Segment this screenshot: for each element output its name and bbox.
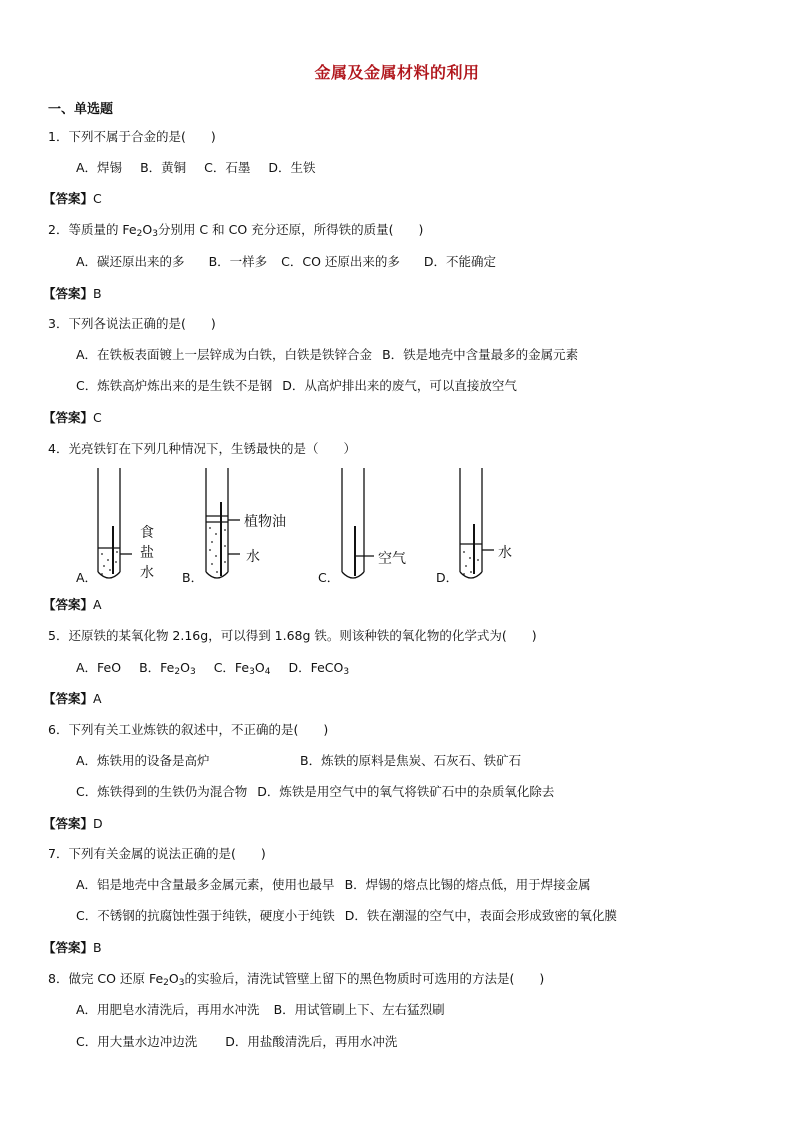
section-heading: 一、单选题 bbox=[48, 102, 114, 117]
figure-label-a: A． bbox=[76, 570, 98, 585]
option-a: A．铝是地壳中含量最多金属元素，使用也最早 bbox=[76, 877, 335, 892]
option-b: B．一样多 bbox=[208, 254, 268, 269]
question-6-option-b bbox=[300, 752, 521, 770]
question-2 bbox=[48, 221, 423, 239]
tube-a-label-2: 盐 bbox=[140, 545, 154, 561]
answer-1 bbox=[43, 190, 102, 208]
question-5 bbox=[48, 627, 537, 645]
question-number: 7． bbox=[48, 846, 69, 861]
option-c: C．用大量水边冲边洗 bbox=[76, 1034, 198, 1049]
option-c: C．$Fe_3O_4$ bbox=[213, 660, 271, 677]
option-d: D．铁在潮湿的空气中，表面会形成致密的氧化膜 bbox=[344, 908, 617, 923]
answer-5 bbox=[43, 690, 102, 708]
option-a: A．用肥皂水清洗后，再用水冲洗 bbox=[76, 1002, 260, 1017]
question-stem-part: O bbox=[142, 222, 153, 237]
question-4 bbox=[48, 440, 356, 458]
answer-3 bbox=[43, 409, 102, 427]
question-stem: 下列不属于合金的是( ) bbox=[68, 129, 216, 144]
question-1 bbox=[48, 128, 216, 146]
question-6-options-row1 bbox=[76, 752, 210, 770]
option-d: D．FeCO$_3$ bbox=[288, 660, 350, 677]
question-5-options bbox=[76, 659, 349, 677]
question-stem: 下列有关金属的说法正确的是( ) bbox=[68, 846, 266, 861]
figure-label-b: B． bbox=[182, 570, 204, 585]
option-a: A．炼铁用的设备是高炉 bbox=[76, 753, 210, 768]
option-a: A．FeO bbox=[76, 660, 122, 675]
answer-value: B bbox=[93, 286, 102, 301]
question-stem: 下列各说法正确的是( ) bbox=[68, 316, 216, 331]
test-tube-c bbox=[342, 468, 374, 578]
subscript: 3 bbox=[178, 978, 185, 988]
question-stem-part: 的实验后，清洗试管壁上留下的黑色物质时可选用的方法是( ) bbox=[184, 971, 545, 986]
answer-label: 【答案】 bbox=[43, 597, 94, 612]
option-b: B．$Fe_2O_3$ bbox=[139, 660, 196, 677]
answer-value: B bbox=[93, 940, 102, 955]
answer-value: D bbox=[93, 816, 103, 831]
answer-7 bbox=[43, 939, 102, 957]
tube-d-water-label: 水 bbox=[498, 545, 512, 561]
question-6 bbox=[48, 721, 328, 739]
subscript: 2 bbox=[163, 978, 169, 988]
question-8 bbox=[48, 970, 544, 988]
question-number: 2． bbox=[48, 222, 69, 237]
option-d: D．不能确定 bbox=[423, 254, 497, 269]
answer-value: A bbox=[93, 691, 102, 706]
option-a: A．碳还原出来的多 bbox=[76, 254, 185, 269]
answer-label: 【答案】 bbox=[43, 691, 94, 706]
question-number: 4． bbox=[48, 441, 69, 456]
question-7 bbox=[48, 845, 266, 863]
question-3-options-row2 bbox=[76, 377, 517, 395]
answer-2 bbox=[43, 285, 102, 303]
option-c: C．石墨 bbox=[204, 160, 251, 175]
tube-a-label-1: 食 bbox=[140, 525, 154, 541]
answer-6 bbox=[43, 815, 103, 833]
question-number: 8． bbox=[48, 971, 69, 986]
test-tube-d bbox=[460, 468, 494, 578]
option-a: A．焊锡 bbox=[76, 160, 123, 175]
question-8-options-row1 bbox=[76, 1001, 445, 1019]
question-stem: 光亮铁钉在下列几种情况下，生锈最快的是（ ） bbox=[68, 441, 356, 456]
water-dots bbox=[101, 527, 479, 575]
tube-b-water-label: 水 bbox=[246, 549, 260, 565]
answer-value: C bbox=[93, 191, 102, 206]
figure-label-c: C． bbox=[318, 570, 340, 585]
question-number: 5． bbox=[48, 628, 69, 643]
test-tube-figure bbox=[70, 464, 550, 588]
answer-label: 【答案】 bbox=[43, 286, 94, 301]
subscript: 3 bbox=[152, 229, 158, 239]
option-b: B．焊锡的熔点比锡的熔点低，用于焊接金属 bbox=[344, 877, 591, 892]
option-c: C．不锈钢的抗腐蚀性强于纯铁，硬度小于纯铁 bbox=[76, 908, 335, 923]
question-stem: 下列有关工业炼铁的叙述中，不正确的是( ) bbox=[68, 722, 329, 737]
option-a: A．在铁板表面镀上一层锌成为白铁，白铁是铁锌合金 bbox=[76, 347, 373, 362]
option-d: D．生铁 bbox=[268, 160, 316, 175]
tube-a-label-3: 水 bbox=[140, 565, 154, 581]
page-title: 金属及金属材料的利用 bbox=[314, 63, 480, 82]
question-2-options bbox=[76, 253, 496, 271]
question-6-options-row2 bbox=[76, 783, 554, 801]
option-b: B．用试管刷上下、左右猛烈刷 bbox=[273, 1002, 445, 1017]
answer-label: 【答案】 bbox=[43, 191, 94, 206]
test-tube-b bbox=[206, 468, 240, 578]
answer-4 bbox=[43, 596, 102, 614]
option-b: B．黄铜 bbox=[140, 160, 187, 175]
answer-value: A bbox=[93, 597, 102, 612]
answer-label: 【答案】 bbox=[43, 940, 94, 955]
option-d: D．从高炉排出来的废气，可以直接放空气 bbox=[282, 378, 517, 393]
question-stem-part: O bbox=[168, 971, 179, 986]
answer-label: 【答案】 bbox=[43, 410, 94, 425]
option-d: D．用盐酸清洗后，再用水冲洗 bbox=[225, 1034, 398, 1049]
question-number: 1． bbox=[48, 129, 69, 144]
option-b: B．铁是地壳中含量最多的金属元素 bbox=[382, 347, 579, 362]
question-stem-part: 等质量的 Fe bbox=[68, 222, 137, 237]
subscript: 2 bbox=[136, 229, 143, 239]
tube-c-air-label: 空气 bbox=[378, 551, 406, 567]
option-c: C．炼铁高炉炼出来的是生铁不是钢 bbox=[76, 378, 273, 393]
question-stem: 还原铁的某氧化物 2.16g，可以得到 1.68g 铁。则该种铁的氧化物的化学式为( ) bbox=[68, 628, 537, 643]
figure-label-d: D． bbox=[436, 570, 459, 585]
question-number: 3． bbox=[48, 316, 69, 331]
question-3-options-row1 bbox=[76, 346, 578, 364]
option-c: C．CO 还原出来的多 bbox=[281, 254, 400, 269]
question-3 bbox=[48, 315, 216, 333]
question-stem-part: 做完 CO 还原 Fe bbox=[68, 971, 164, 986]
tube-b-oil-label: 植物油 bbox=[244, 514, 286, 530]
option-c: C．炼铁得到的生铁仍为混合物 bbox=[76, 784, 248, 799]
question-1-options bbox=[76, 159, 316, 177]
question-stem-part: 分别用 C 和 CO 充分还原，所得铁的质量( ) bbox=[157, 222, 424, 237]
test-tube-a bbox=[98, 468, 132, 578]
question-7-options-row1 bbox=[76, 876, 591, 894]
answer-label: 【答案】 bbox=[43, 816, 94, 831]
answer-value: C bbox=[93, 410, 102, 425]
question-8-options-row2 bbox=[76, 1033, 397, 1051]
option-b: B．炼铁的原料是焦炭、石灰石、铁矿石 bbox=[300, 753, 522, 768]
option-d: D．炼铁是用空气中的氧气将铁矿石中的杂质氧化除去 bbox=[257, 784, 555, 799]
question-number: 6． bbox=[48, 722, 69, 737]
question-7-options-row2 bbox=[76, 907, 617, 925]
